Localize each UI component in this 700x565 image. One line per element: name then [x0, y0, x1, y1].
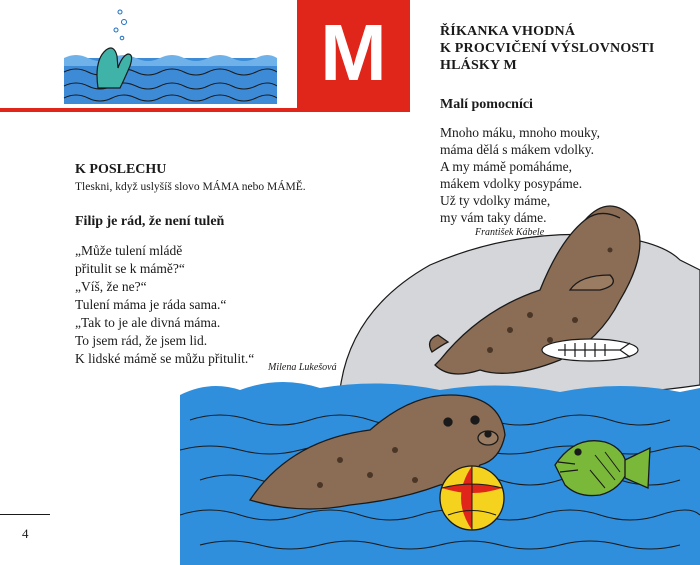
story-line: přitulit se k mámě?“ — [75, 261, 185, 276]
story-line: To jsem rád, že jsem lid. — [75, 333, 208, 348]
rhyme-line: mákem vdolky posypáme. — [440, 176, 583, 191]
red-rule — [0, 108, 410, 112]
rhyme-title: Malí pomocníci — [440, 97, 533, 112]
rhyme-heading-line-2: K PROCVIČENÍ VÝSLOVNOSTI — [440, 41, 655, 56]
seals-illustration — [180, 180, 700, 565]
rhyme-heading-line-3: HLÁSKY M — [440, 58, 517, 73]
story-line: „Tak to je ale divná máma. — [75, 315, 221, 330]
story-author: Milena Lukešová — [268, 362, 337, 373]
rhyme-line: máma dělá s mákem vdolky. — [440, 142, 594, 157]
story-line: K lidské mámě se můžu přitulit.“ — [75, 351, 255, 366]
page-number: 4 — [22, 526, 29, 541]
listening-heading: K POSLECHU — [75, 162, 167, 177]
story-line: Tulení máma je ráda sama.“ — [75, 297, 227, 312]
story-line: „Může tulení mládě — [75, 243, 183, 258]
rhyme-heading-line-1: ŘÍKANKA VHODNÁ — [440, 24, 576, 39]
rhyme-line: my vám taky dáme. — [440, 210, 547, 225]
listening-instruction: Tleskni, když uslyšíš slovo MÁMA nebo MÁMĚ. — [75, 181, 306, 193]
beach-ball — [440, 466, 504, 530]
story-line: „Víš, že ne?“ — [75, 279, 147, 294]
seal-in-waves-icon — [62, 8, 277, 104]
page-divider — [0, 514, 50, 515]
letter-m-box — [297, 0, 410, 108]
rhyme-author: František Kábele — [475, 227, 545, 238]
rhyme-line: Už ty vdolky máme, — [440, 193, 551, 208]
rhyme-line: Mnoho máku, mnoho mouky, — [440, 125, 600, 140]
rhyme-line: A my mámě pomáháme, — [440, 159, 572, 174]
letter-m: M — [320, 8, 387, 97]
story-title: Filip je rád, že není tuleň — [75, 214, 225, 229]
fish-bones-plate — [542, 339, 638, 361]
